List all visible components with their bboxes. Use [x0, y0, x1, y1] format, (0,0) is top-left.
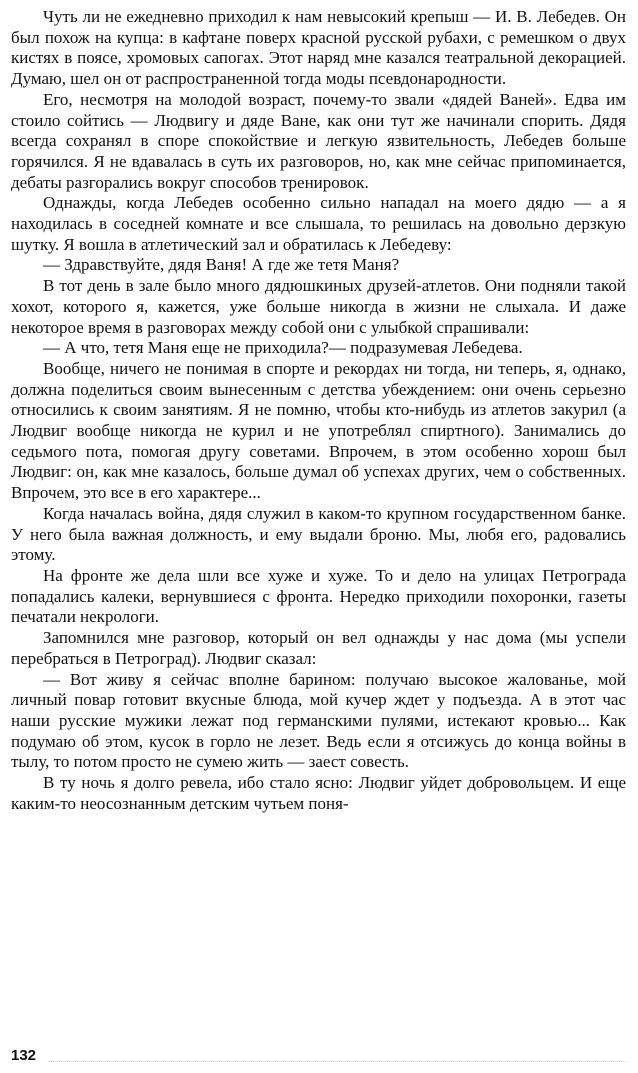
paragraph-1: Чуть ли не ежедневно приходил к нам невысокий крепыш — И. В. Лебедев. Он был похож на купца: в кафтане поверх красной русской рубахи, с ремешком о двух кистях в поясе, хромовых сапогах. Этот наряд мне казался театральной декорацией. Думаю, шел он от распространенной тогда моды псевдонародности. [11, 7, 626, 89]
page-number: 132 [11, 1047, 37, 1064]
paragraph-10: Запомнился мне разговор, который он вел однажды у нас дома (мы успели перебраться в Петроград). Людвиг сказал: [11, 628, 626, 668]
paragraph-12: В ту ночь я долго ревела, ибо стало ясно: Людвиг уйдет добровольцем. И еще каким-то неосознанным детским чутьем поня- [11, 773, 626, 813]
paragraph-2: Его, несмотря на молодой возраст, почему-то звали «дядей Ваней». Едва им стоило сойтись — Людвигу и дяде Ване, как они тут же начинали спорить. Дядя всегда сохранял в споре спокойствие и легкую язвительность, Лебедев больше горячился. Я не вдавалась в суть их разговоров, но, как мне сейчас припоминается, дебаты разгорались вокруг способов тренировок. [11, 89, 626, 192]
paragraph-5: В тот день в зале было много дядюшкиных друзей-атлетов. Они подняли такой хохот, которого я, кажется, уже больше никогда в жизни не слыхала. И даже некоторое время в разговорах между собой они с улыбкой спрашивали: [11, 276, 626, 337]
paragraph-7: Вообще, ничего не понимая в спорте и рекордах ни тогда, ни теперь, я, однако, должна поделиться своим вынесенным с детства убеждением: они очень серьезно относились к своим занятиям. Я не помню, чтобы кто-нибудь из атлетов закурил (а Людвиг вообще никогда не курил и не употреблял спиртного). Занимались до седьмого пота, помогая другу советами. Впрочем, в этом особенно хорош был Людвиг: он, как мне казалось, больше думал об успехах других, чем о собственных. Впрочем, это все в его характере... [11, 358, 626, 503]
paragraph-6-dialog: — А что, тетя Маня еще не приходила?— подразумевая Лебедева. [43, 338, 523, 358]
page-text [11, 7, 626, 814]
paragraph-8: Когда началась война, дядя служил в каком-то крупном государственном банке. У него была важная должность, и ему выдали броню. Мы, любя его, радовались этому. [11, 503, 626, 565]
bottom-divider [48, 1061, 626, 1062]
paragraph-11-dialog: — Вот живу я сейчас вполне барином: получаю высокое жалованье, мой личный повар готовит вкусные блюда, мой кучер ждет у подъезда. А в этот час наши русские мужики лежат под германскими пулями, истекают кровью... Как подумаю об этом, кусок в горло не лезет. Ведь если я отсижусь до конца войны в тылу, то потом просто не сумею жить — заест совесть. [11, 669, 626, 772]
paragraph-9: На фронте же дела шли все хуже и хуже. То и дело на улицах Петрограда попадались калеки, вернувшиеся с фронта. Нередко приходили похоронки, газеты печатали некрологи. [11, 565, 626, 627]
paragraph-4-dialog: — Здравствуйте, дядя Ваня! А где же тетя Маня? [43, 255, 400, 275]
paragraph-3: Однажды, когда Лебедев особенно сильно нападал на моего дядю — а я находилась в соседней комнате и все слышала, то решилась на довольно дерзкую шутку. Я вошла в атлетический зал и обратилась к Лебедеву: [11, 193, 626, 254]
